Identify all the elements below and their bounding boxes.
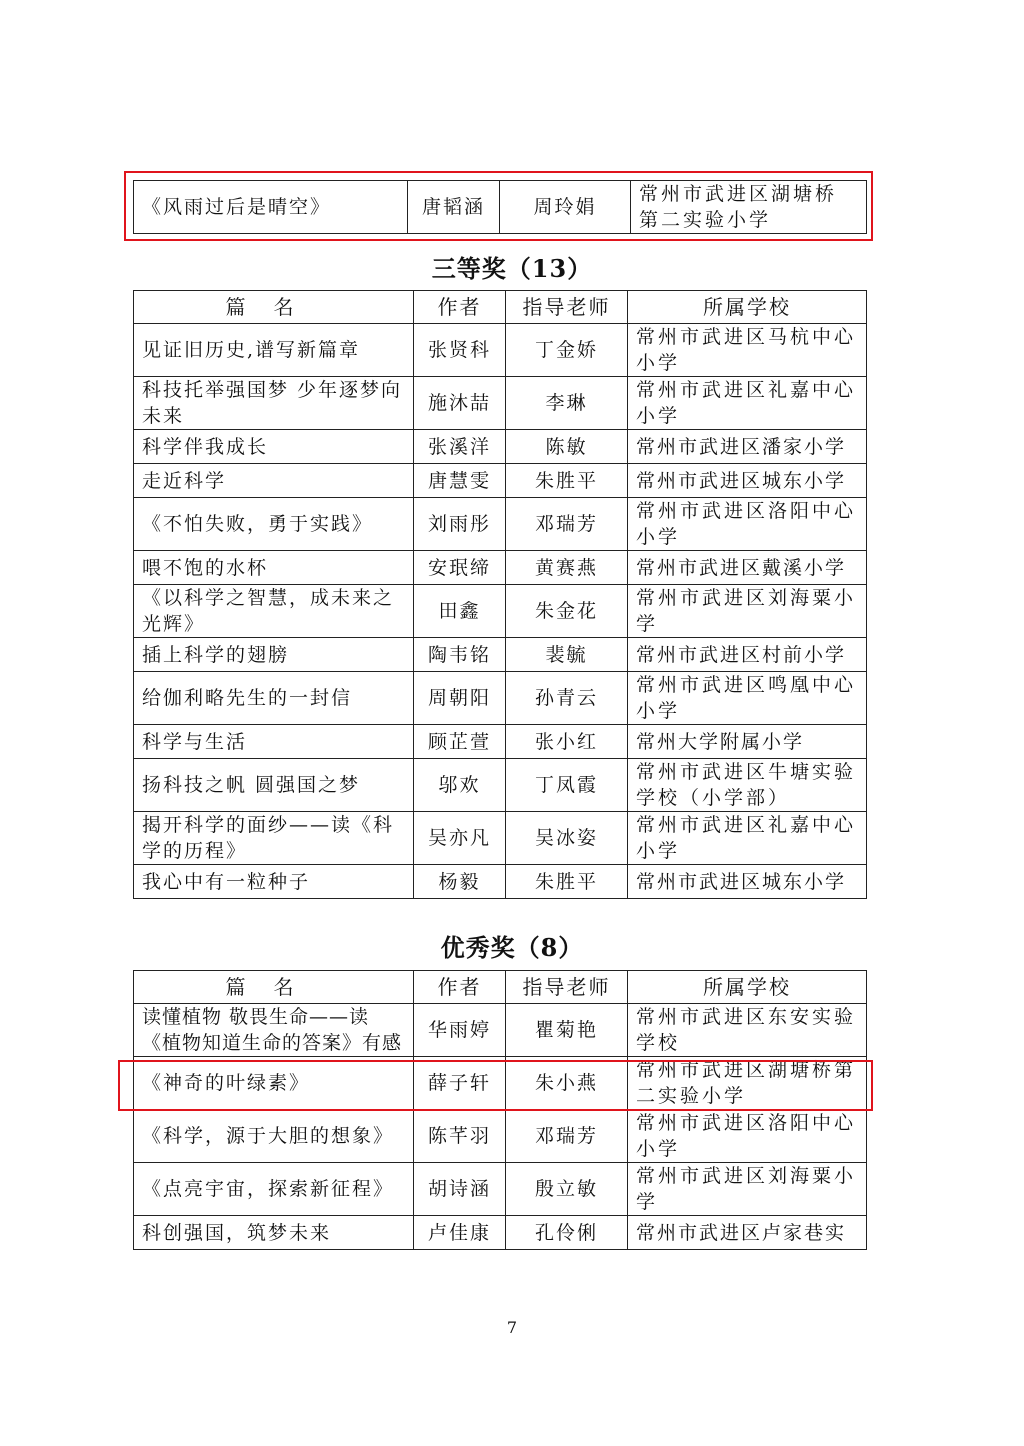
school-cell: 常州大学附属小学 — [628, 725, 867, 759]
essay-title-cell: 《不怕失败，勇于实践》 — [134, 498, 414, 551]
author-cell: 张贤科 — [414, 324, 506, 377]
teacher-cell: 周玲娟 — [500, 181, 631, 234]
table-header-row — [134, 971, 867, 1004]
essay-title-cell: 揭开科学的面纱——读《科学的历程》 — [134, 812, 414, 865]
school-cell: 常州市武进区刘海粟小学 — [628, 1163, 867, 1216]
table-row — [134, 377, 867, 430]
teacher-cell: 丁凤霞 — [506, 759, 628, 812]
essay-title-cell: 科学伴我成长 — [134, 430, 414, 464]
essay-title-cell: 《神奇的叶绿素》 — [134, 1057, 414, 1110]
essay-title-cell: 《点亮宇宙，探索新征程》 — [134, 1163, 414, 1216]
table-row — [134, 1163, 867, 1216]
essay-title-cell: 科学与生活 — [134, 725, 414, 759]
header-author: 作者 — [414, 971, 506, 1004]
school-cell: 常州市武进区村前小学 — [628, 638, 867, 672]
author-cell: 陶韦铭 — [414, 638, 506, 672]
section-title-excellence-prize: 优秀奖（8） — [440, 933, 584, 962]
author-cell: 安珉缔 — [414, 551, 506, 585]
table-row — [134, 812, 867, 865]
teacher-cell: 朱小燕 — [506, 1057, 628, 1110]
author-cell: 杨毅 — [414, 865, 506, 899]
table-row — [134, 725, 867, 759]
school-cell: 常州市武进区鸣凰中心小学 — [628, 672, 867, 725]
essay-title-cell: 《以科学之智慧，成未来之光辉》 — [134, 585, 414, 638]
school-cell: 常州市武进区刘海粟小学 — [628, 585, 867, 638]
teacher-cell: 吴冰姿 — [506, 812, 628, 865]
school-cell: 常州市武进区城东小学 — [628, 865, 867, 899]
author-cell: 吴亦凡 — [414, 812, 506, 865]
header-school: 所属学校 — [628, 291, 867, 324]
header-author: 作者 — [414, 291, 506, 324]
teacher-cell: 裴毓 — [506, 638, 628, 672]
table-row — [134, 1110, 867, 1163]
school-cell: 常州市武进区洛阳中心小学 — [628, 1110, 867, 1163]
author-cell: 张溪洋 — [414, 430, 506, 464]
table-row — [134, 759, 867, 812]
school-cell: 常州市武进区城东小学 — [628, 464, 867, 498]
highlight-box-excellence-row — [118, 1060, 873, 1111]
school-cell: 常州市武进区礼嘉中心小学 — [628, 377, 867, 430]
school-cell: 常州市武进区礼嘉中心小学 — [628, 812, 867, 865]
header-title: 篇名 — [134, 291, 414, 324]
table-row — [134, 551, 867, 585]
table-row — [134, 464, 867, 498]
teacher-cell: 朱胜平 — [506, 464, 628, 498]
teacher-cell: 陈敏 — [506, 430, 628, 464]
teacher-cell: 朱胜平 — [506, 865, 628, 899]
essay-title-cell: 给伽利略先生的一封信 — [134, 672, 414, 725]
author-cell: 唐韬涵 — [408, 181, 500, 234]
table-row — [134, 324, 867, 377]
header-teacher: 指导老师 — [506, 971, 628, 1004]
teacher-cell: 殷立敏 — [506, 1163, 628, 1216]
author-cell: 周朝阳 — [414, 672, 506, 725]
essay-title-cell: 科技托举强国梦 少年逐梦向未来 — [134, 377, 414, 430]
table-row — [134, 585, 867, 638]
teacher-cell: 黄赛燕 — [506, 551, 628, 585]
highlight-box-top — [124, 171, 873, 241]
table-row — [134, 638, 867, 672]
page-number: 7 — [506, 1318, 518, 1337]
essay-title-cell: 科创强国，筑梦未来 — [134, 1216, 414, 1250]
third-prize-table — [133, 290, 867, 899]
teacher-cell: 孙青云 — [506, 672, 628, 725]
essay-title-cell: 喂不饱的水杯 — [134, 551, 414, 585]
table-row — [134, 865, 867, 899]
teacher-cell: 朱金花 — [506, 585, 628, 638]
author-cell: 顾芷萱 — [414, 725, 506, 759]
header-school: 所属学校 — [628, 971, 867, 1004]
essay-title-cell: 扬科技之帆 圆强国之梦 — [134, 759, 414, 812]
essay-title-cell: 读懂植物 敬畏生命——读《植物知道生命的答案》有感 — [134, 1004, 414, 1057]
header-teacher: 指导老师 — [506, 291, 628, 324]
section-title-third-prize: 三等奖（13） — [431, 254, 593, 283]
teacher-cell: 丁金娇 — [506, 324, 628, 377]
essay-title-cell: 见证旧历史,谱写新篇章 — [134, 324, 414, 377]
table-row — [134, 1004, 867, 1057]
author-cell: 唐慧雯 — [414, 464, 506, 498]
essay-title-cell: 我心中有一粒种子 — [134, 865, 414, 899]
essay-title-cell: 《科学，源于大胆的想象》 — [134, 1110, 414, 1163]
author-cell: 邬欢 — [414, 759, 506, 812]
school-cell: 常州市武进区洛阳中心小学 — [628, 498, 867, 551]
author-cell: 薛子轩 — [414, 1057, 506, 1110]
author-cell: 胡诗涵 — [414, 1163, 506, 1216]
school-cell: 常州市武进区湖塘桥第二实验小学 — [631, 181, 867, 234]
table-row — [134, 430, 867, 464]
teacher-cell: 孔伶俐 — [506, 1216, 628, 1250]
school-cell: 常州市武进区卢家巷实 — [628, 1216, 867, 1250]
author-cell: 华雨婷 — [414, 1004, 506, 1057]
table-row — [134, 498, 867, 551]
essay-title-cell: 《风雨过后是晴空》 — [134, 181, 408, 234]
author-cell: 陈芊羽 — [414, 1110, 506, 1163]
teacher-cell: 邓瑞芳 — [506, 1110, 628, 1163]
table-header-row — [134, 291, 867, 324]
table-row — [134, 672, 867, 725]
school-cell: 常州市武进区东安实验学校 — [628, 1004, 867, 1057]
author-cell: 田鑫 — [414, 585, 506, 638]
school-cell: 常州市武进区潘家小学 — [628, 430, 867, 464]
teacher-cell: 李琳 — [506, 377, 628, 430]
table-row — [134, 1216, 867, 1250]
author-cell: 刘雨彤 — [414, 498, 506, 551]
school-cell: 常州市武进区戴溪小学 — [628, 551, 867, 585]
author-cell: 卢佳康 — [414, 1216, 506, 1250]
header-title: 篇名 — [134, 971, 414, 1004]
author-cell: 施沐喆 — [414, 377, 506, 430]
school-cell: 常州市武进区马杭中心小学 — [628, 324, 867, 377]
teacher-cell: 邓瑞芳 — [506, 498, 628, 551]
school-cell: 常州市武进区牛塘实验学校（小学部） — [628, 759, 867, 812]
essay-title-cell: 走近科学 — [134, 464, 414, 498]
teacher-cell: 张小红 — [506, 725, 628, 759]
essay-title-cell: 插上科学的翅膀 — [134, 638, 414, 672]
teacher-cell: 瞿菊艳 — [506, 1004, 628, 1057]
school-cell: 常州市武进区湖塘桥第二实验小学 — [628, 1057, 867, 1110]
